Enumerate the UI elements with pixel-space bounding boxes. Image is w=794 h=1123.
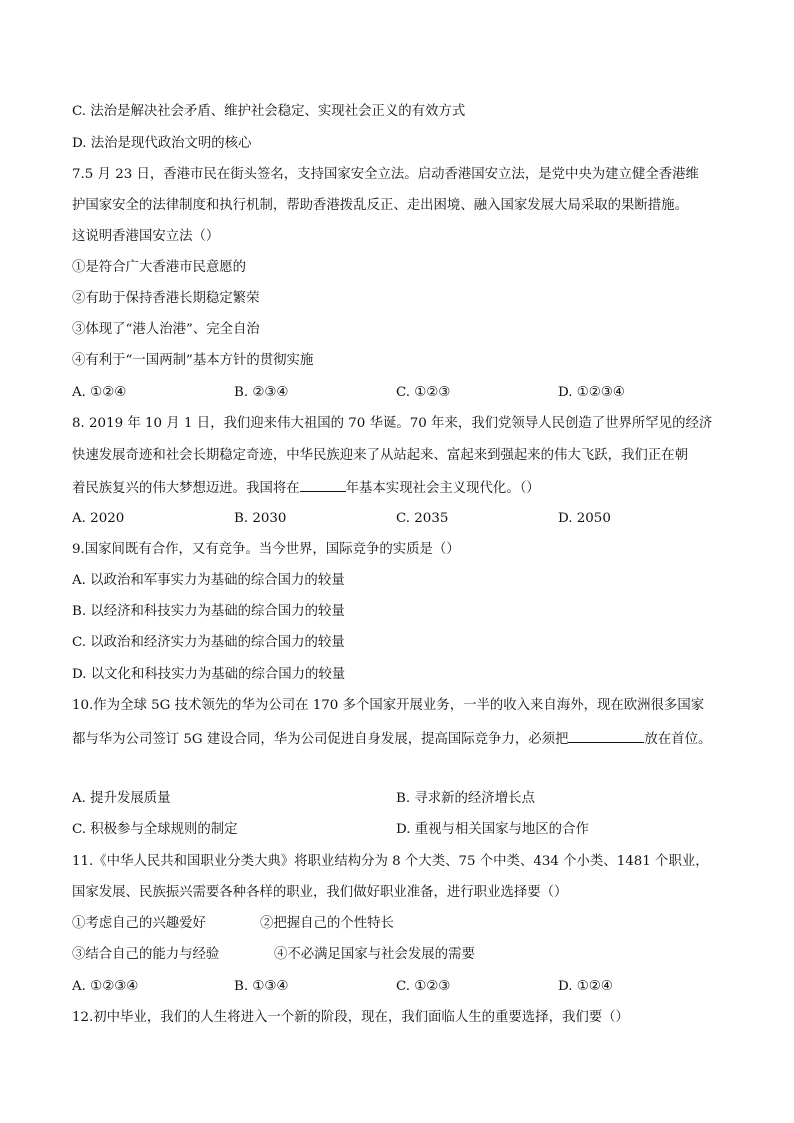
q11-option-c: C. ①②③ [396,979,451,994]
q7-item-4: ④有利于“一国两制”基本方针的贯彻实施 [72,353,314,368]
q10-stem-line-2 [72,728,732,750]
q7-item-1: ①是符合广大香港市民意愿的 [72,260,247,275]
q11-item-3: ③结合自己的能力与经验 [72,947,220,962]
q11-stem-line-2: 国家发展、民族振兴需要各种各样的职业，我们做好职业准备，进行职业选择要（） [72,885,568,900]
q10-option-d: D. 重视与相关国家与地区的合作 [396,822,589,837]
q7-option-b: B. ②③④ [234,385,289,400]
q7-stem-line-3: 这说明香港国安立法（） [72,229,220,244]
q7-option-c: C. ①②③ [396,385,451,400]
q10-option-a: A. 提升发展质量 [72,791,171,806]
q8-option-a: A. 2020 [72,511,125,526]
q8-answer-blank [300,477,346,492]
q6-option-d: D. 法治是现代政治文明的核心 [72,136,252,151]
q7-item-3: ③体现了“港人治港”、完全自治 [72,322,260,337]
q8-stem-pre: 着民族复兴的伟大梦想迈进。我国将在 [72,481,300,496]
q7-option-a: A. ①②④ [72,385,127,400]
q11-item-1: ①考虑自己的兴趣爱好 [72,916,206,931]
q8-option-c: C. 2035 [396,511,449,526]
q9-option-d: D. 以文化和科技实力为基础的综合国力的较量 [72,667,346,682]
q11-option-d: D. ①②④ [558,979,613,994]
q11-item-2: ②把握自己的个性特长 [260,916,394,931]
q10-stem-pre: 都与华为公司签订 5G 建设合同，华为公司促进自身发展，提高国际竞争力，必须把 [72,732,569,747]
q11-stem-line-1: 11.《中华人民共和国职业分类大典》将职业结构分为 8 个大类、75 个中类、434 个小类、1481 个职业， [72,854,709,869]
q8-stem-line-2: 快速发展奇迹和社会长期稳定奇迹，中华民族迎来了从站起来、富起来到强起来的伟大飞跃，我们正在朝 [72,448,688,463]
q8-stem-line-3 [72,477,732,499]
q10-option-c: C. 积极参与全球规则的制定 [72,822,238,837]
q7-stem-line-1: 7.5 月 23 日，香港市民在街头签名，支持国家安全立法。启动香港国安立法，是党中央为建立健全香港维 [72,167,699,182]
q9-stem: 9.国家间既有合作，又有竞争。当今世界，国际竞争的实质是（） [72,542,460,557]
q6-option-c: C. 法治是解决社会矛盾、维护社会稳定、实现社会正义的有效方式 [72,104,466,119]
q10-stem-line-1: 10.作为全球 5G 技术领先的华为公司在 170 多个国家开展业务，一半的收入来自海外，现在欧洲很多国家 [72,698,705,713]
q10-answer-blank [568,728,644,743]
q7-item-2: ②有助于保持香港长期稳定繁荣 [72,291,260,306]
q8-stem-post: 年基本实现社会主义现代化。（） [345,481,540,496]
q7-stem-line-2: 护国家安全的法律制度和执行机制，帮助香港拨乱反正、走出困境、融入国家发展大局采取的果断措施。 [72,198,688,213]
q9-option-a: A. 以政治和军事实力为基础的综合国力的较量 [72,573,345,588]
q9-option-c: C. 以政治和经济实力为基础的综合国力的较量 [72,635,345,650]
q8-option-d: D. 2050 [558,511,611,526]
q9-option-b: B. 以经济和科技实力为基础的综合国力的较量 [72,604,345,619]
q8-option-b: B. 2030 [234,511,287,526]
q11-option-a: A. ①②③④ [72,979,139,994]
q10-stem-post: 放在首位。 [644,732,712,747]
q10-option-b: B. 寻求新的经济增长点 [396,791,535,806]
q11-option-b: B. ①③④ [234,979,289,994]
q12-stem: 12.初中毕业，我们的人生将进入一个新的阶段，现在，我们面临人生的重要选择，我们要（） [72,1010,629,1025]
q8-stem-line-1: 8. 2019 年 10 月 1 日，我们迎来伟大祖国的 70 华诞。70 年来，我们党领导人民创造了世界所罕见的经济 [72,416,713,431]
q11-item-4: ④不必满足国家与社会发展的需要 [274,947,475,962]
q7-option-d: D. ①②③④ [558,385,625,400]
